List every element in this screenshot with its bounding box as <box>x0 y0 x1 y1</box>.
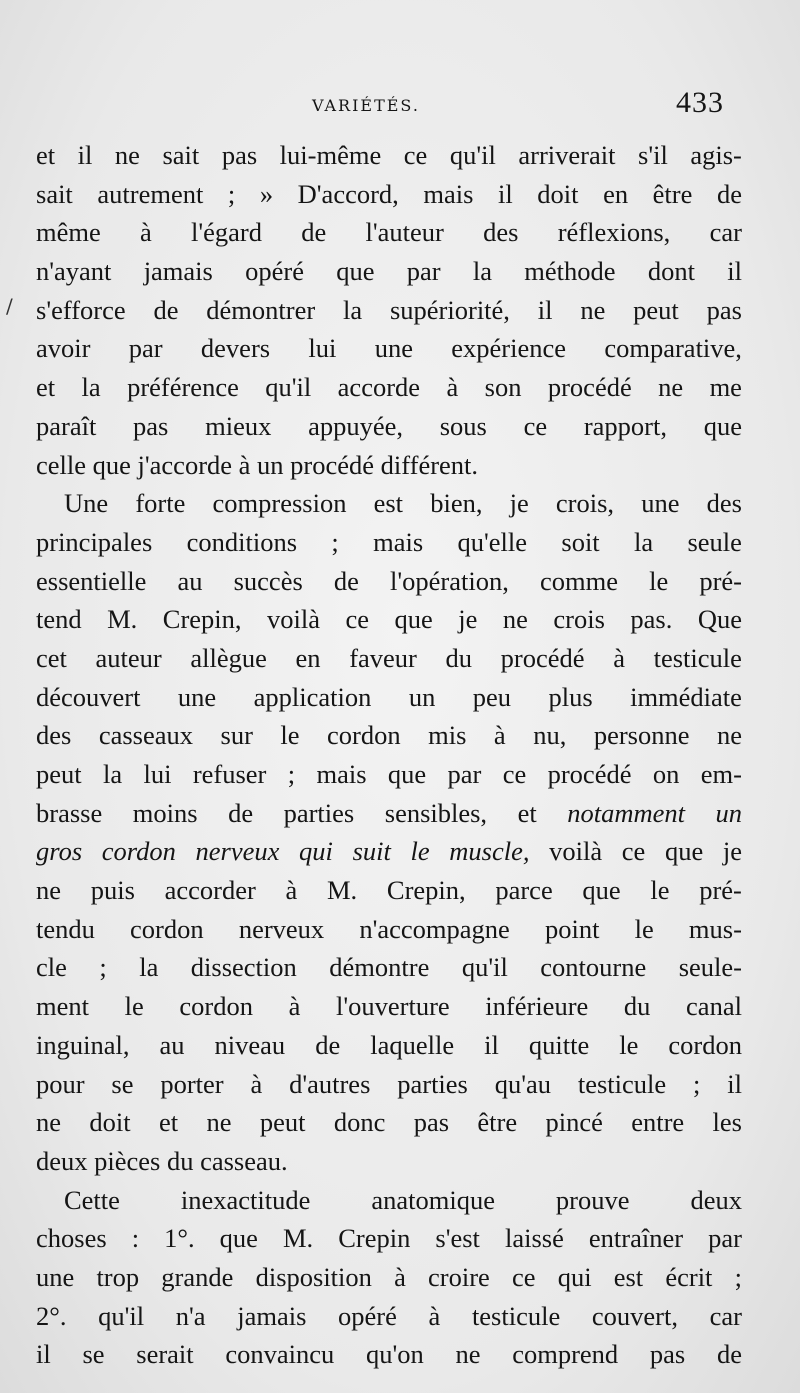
text-line: et il ne sait pas lui-même ce qu'il arriverait s'il agis- <box>36 140 742 170</box>
text-line: même à l'égard de l'auteur des réflexions, car <box>36 217 742 248</box>
text-line: ne puis accorder à M. Crepin, parce que le pré- <box>36 875 742 906</box>
margin-mark: / <box>6 294 13 318</box>
text-line: Cette inexactitude anatomique prouve deux <box>64 1184 742 1215</box>
text-line: choses : 1°. que M. Crepin s'est laissé entraîner par <box>36 1223 742 1254</box>
text-line: tend M. Crepin, voilà ce que je ne crois pas. Que <box>36 604 742 635</box>
text-line: deux pièces du casseau. <box>36 1145 288 1176</box>
paragraph-2 <box>36 484 742 1180</box>
text-line: celle que j'accorde à un procédé différent. <box>36 449 479 480</box>
text-line: pour se porter à d'autres parties qu'au testicule ; il <box>36 1068 742 1099</box>
text-line: découvert une application un peu plus immédiate <box>36 681 742 712</box>
text-line: inguinal, au niveau de laquelle il quitte le cordon <box>36 1029 742 1060</box>
text-line: sait autrement ; » D'accord, mais il doit en être de <box>36 178 742 209</box>
text-line: ment le cordon à l'ouverture inférieure du canal <box>36 991 742 1022</box>
text-line: n'ayant jamais opéré que par la méthode dont il <box>36 256 742 287</box>
text-line: s'efforce de démontrer la supériorité, il ne peut pas <box>36 294 742 325</box>
running-head: VARIÉTÉS. <box>312 96 420 115</box>
text-line: cet auteur allègue en faveur du procédé à testicule <box>36 642 742 673</box>
text-line: Une forte compression est bien, je crois, une des <box>64 488 742 519</box>
text-line: peut la lui refuser ; mais que par ce procédé on em- <box>36 759 742 789</box>
text-line: avoir par devers lui une expérience comparative, <box>36 333 742 364</box>
text-line: une trop grande disposition à croire ce qui est écrit ; <box>36 1261 742 1292</box>
page-header <box>0 86 800 130</box>
text-line: tendu cordon nerveux n'accompagne point le mus- <box>36 913 742 944</box>
text-line: ne doit et ne peut donc pas être pincé entre les <box>36 1107 742 1138</box>
text-line: et la préférence qu'il accorde à son procédé ne me <box>36 372 742 403</box>
paragraph-3 <box>36 1181 742 1374</box>
text-line: brasse moins de parties sensibles, et notamment un <box>36 797 742 828</box>
paragraph-1 <box>36 136 742 484</box>
text-line: 2°. qu'il n'a jamais opéré à testicule couvert, car <box>36 1300 742 1331</box>
text-line: paraît pas mieux appuyée, sous ce rapport, que <box>36 410 742 441</box>
text-line: il se serait convaincu qu'on ne comprend pas de <box>36 1339 742 1370</box>
text-line: principales conditions ; mais qu'elle soit la seule <box>36 526 742 557</box>
text-line: essentielle au succès de l'opération, comme le pré- <box>36 565 742 596</box>
page-number: 433 <box>676 86 724 119</box>
text-line: cle ; la dissection démontre qu'il contourne seule- <box>36 952 742 983</box>
text-line: des casseaux sur le cordon mis à nu, personne ne <box>36 720 742 751</box>
body-text <box>36 136 742 1374</box>
text-line: gros cordon nerveux qui suit le muscle, voilà ce que je <box>36 836 742 867</box>
